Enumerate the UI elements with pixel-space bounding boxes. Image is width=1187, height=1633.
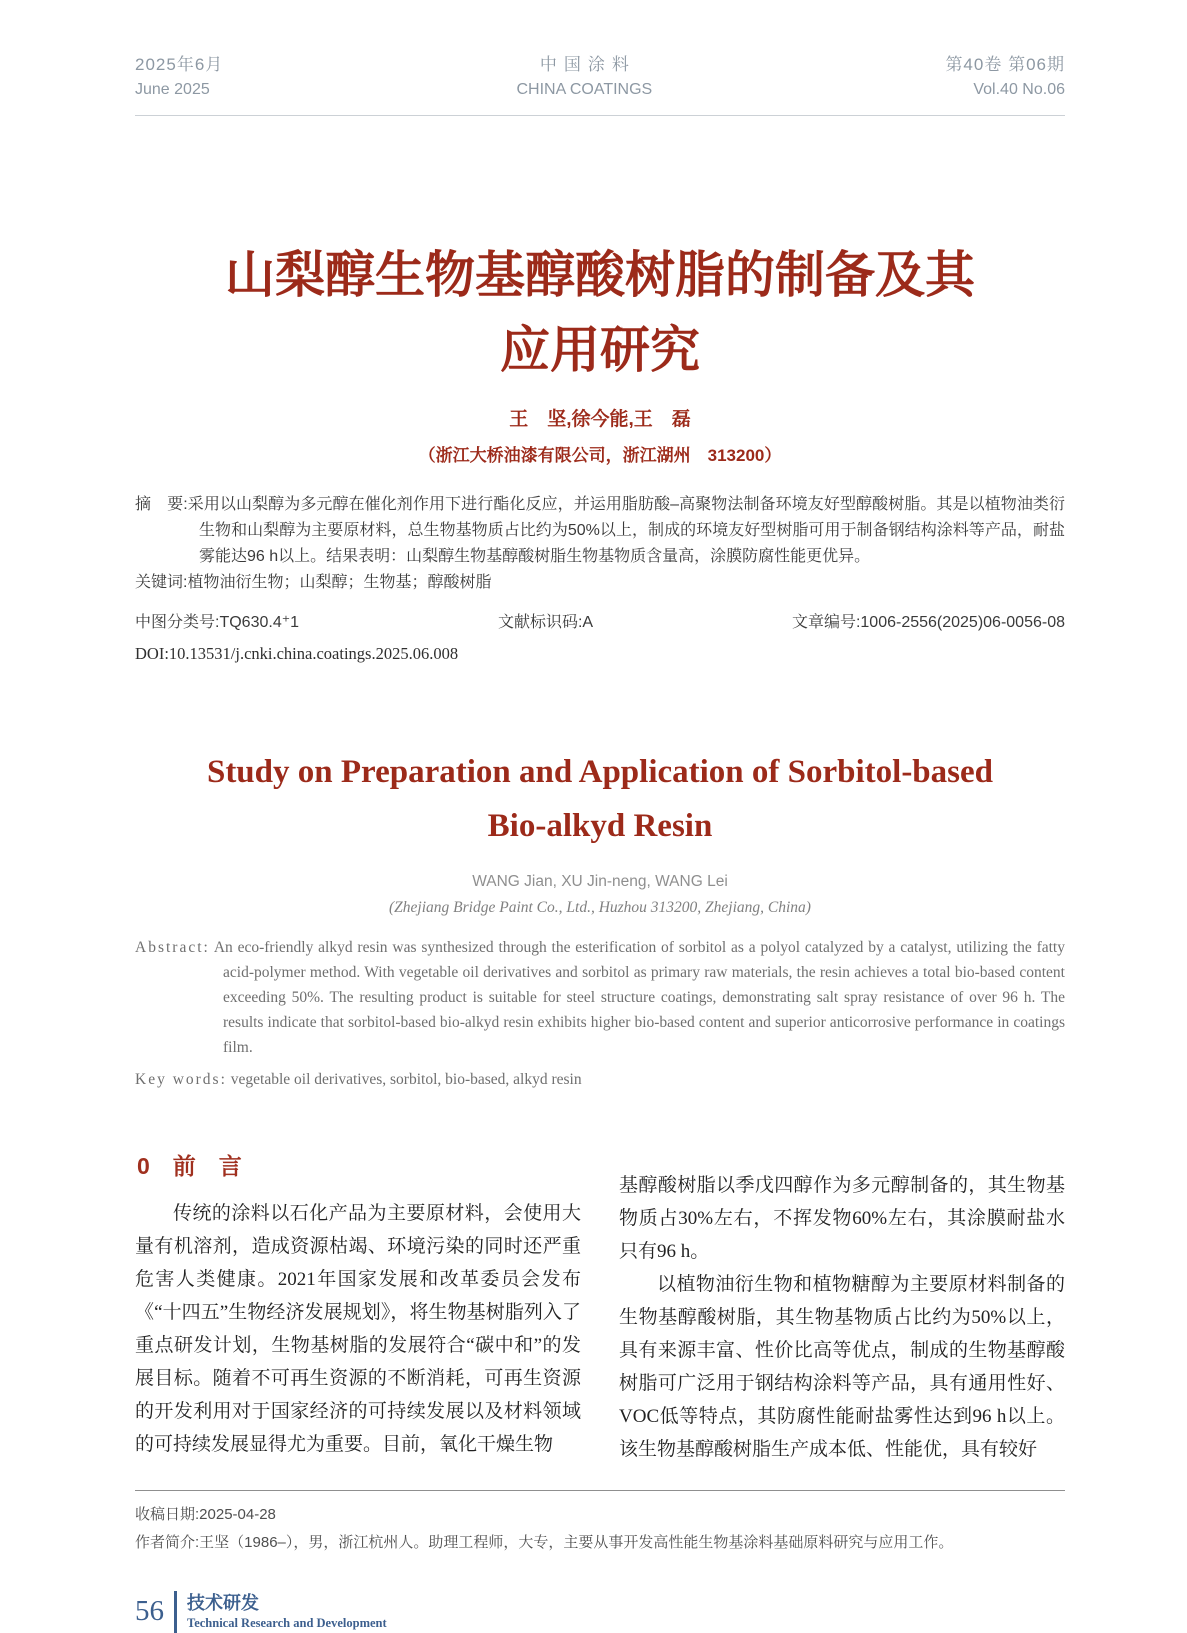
- article-title-cn-line1: 山梨醇生物基醇酸树脂的制备及其: [225, 247, 975, 304]
- abstract-en-label: Abstract:: [135, 939, 210, 957]
- page-header: [135, 52, 1065, 116]
- page-number: 56: [135, 1595, 164, 1628]
- header-date-cn: 2025年6月: [135, 55, 224, 74]
- authors-en: WANG Jian, XU Jin-neng, WANG Lei: [472, 873, 728, 891]
- body-columns: [135, 1148, 1065, 1466]
- affiliation-cn: （浙江大桥油漆有限公司，浙江湖州 313200）: [418, 446, 782, 466]
- footnote: [135, 1490, 1065, 1557]
- header-issue-block: [945, 52, 1065, 103]
- page-footer: [135, 1591, 1065, 1633]
- header-issue-en: Vol.40 No.06: [973, 81, 1065, 99]
- header-journal-block: [517, 52, 653, 103]
- clc-label: 中图分类号:: [135, 614, 220, 632]
- keywords-cn-label: 关键词:: [135, 574, 188, 592]
- header-journal-cn: 中国涂料: [539, 55, 636, 74]
- footer-section-block: [187, 1592, 387, 1632]
- header-journal-en: CHINA COATINGS: [516, 81, 653, 99]
- classification-row: [135, 609, 1065, 632]
- document-code-value: A: [582, 614, 594, 632]
- abstract-cn-label: 摘 要:: [135, 496, 188, 514]
- intro-paragraph-right-1: 基醇酸树脂以季戊四醇作为多元醇制备的，其生物基物质占30%左右，不挥发物60%左右，其涂膜耐盐水只有96 h。: [619, 1175, 1065, 1263]
- clc-number: [135, 609, 299, 632]
- header-date-en: June 2025: [135, 81, 210, 99]
- article-title-cn: [135, 238, 1065, 388]
- header-date-block: [135, 52, 223, 103]
- clc-value: TQ630.4⁺1: [219, 614, 300, 632]
- keywords-en: [135, 1067, 1065, 1092]
- footer-divider-bar: [174, 1591, 177, 1633]
- author-bio: 作者简介:王坚（1986–），男，浙江杭州人。助理工程师，大专，主要从事开发高性能生物基涂料基础原料研究与应用工作。: [135, 1533, 954, 1551]
- header-issue-cn: 第40卷 第06期: [945, 55, 1065, 74]
- article-id: [792, 609, 1065, 632]
- article-id-label: 文章编号:: [791, 614, 861, 632]
- keywords-cn-text: 植物油衍生物；山梨醇；生物基；醇酸树脂: [187, 574, 492, 592]
- received-date: 收稿日期:2025-04-28: [135, 1506, 276, 1524]
- abstract-en: [135, 935, 1065, 1060]
- abstract-cn-text: 采用以山梨醇为多元醇在催化剂作用下进行酯化反应，并运用脂肪酸–高聚物法制备环境友好型醇酸树脂。其是以植物油类衍生物和山梨醇为主要原材料，总生物基物质占比约为50%以上，制成的环境友好型树脂可用于制备钢结构涂料等产品，耐盐雾能达96 h以上。结果表明：山梨醇生物基醇酸树脂生物基物质含量高，涂膜防腐性能更优异。: [187, 496, 1065, 566]
- authors-cn: 王 坚,徐今能,王 磊: [509, 409, 691, 431]
- article-title-en-line2: Bio-alkyd Resin: [487, 807, 713, 844]
- abstract-en-text: An eco-friendly alkyd resin was synthesized through the esterification of sorbitol as a polyol catalyzed by a catalyst, utilizing the fatty acid-polymer method. With vegetable oil derivatives and sorbitol as primary raw materials, the resin achieves a total bio-based content exceeding 50%. The resulting product is suitable for steel structure coatings, demonstrating salt spray resistance of over 96 h. The results indicate that sorbitol-based bio-alkyd resin exhibits higher bio-based content and superior anticorrosive performance in coatings film.: [213, 939, 1065, 1057]
- article-title-cn-line2: 应用研究: [500, 322, 700, 379]
- keywords-en-label: Key words:: [135, 1071, 227, 1089]
- intro-paragraph-right-2: 以植物油衍生物和植物糖醇为主要原材料制备的生物基醇酸树脂，其生物基物质占比约为50%以上，具有来源丰富、性价比高等优点，制成的生物基醇酸树脂可广泛用于钢结构涂料等产品，具有通用性好、VOC低等特点，其防腐性能耐盐雾性达到96 h以上。该生物基醇酸树脂生产成本低、性能优，具有较好: [619, 1274, 1065, 1461]
- footer-section-cn: 技术研发: [187, 1592, 259, 1613]
- intro-paragraph-left: 传统的涂料以石化产品为主要原材料，会使用大量有机溶剂，造成资源枯竭、环境污染的同时还严重危害人类健康。2021年国家发展和改革委员会发布《“十四五”生物经济发展规划》，将生物基树脂列入了重点研发计划，生物基树脂的发展符合“碳中和”的发展目标。随着不可再生资源的不断消耗，可再生资源的开发利用对于国家经济的可持续发展以及材料领域的可持续发展显得尤为重要。目前，氧化干燥生物: [135, 1203, 581, 1456]
- keywords-cn: [135, 570, 1065, 596]
- document-code-label: 文献标识码:: [497, 614, 583, 632]
- keywords-en-text: vegetable oil derivatives, sorbitol, bio-based, alkyd resin: [230, 1071, 582, 1089]
- affiliation-en: (Zhejiang Bridge Paint Co., Ltd., Huzhou 313200, Zhejiang, China): [389, 899, 811, 917]
- doi: DOI:10.13531/j.cnki.china.coatings.2025.06.008: [135, 644, 459, 664]
- article-title-en: [135, 746, 1065, 853]
- body-column-right: [619, 1148, 1065, 1466]
- document-code: [498, 609, 593, 632]
- body-column-left: [135, 1148, 581, 1466]
- footer-section-en: Technical Research and Development: [187, 1616, 387, 1631]
- abstract-cn: [135, 492, 1065, 570]
- article-title-en-line1: Study on Preparation and Application of Sorbitol-based: [206, 754, 994, 791]
- section-heading-0: 0 前 言: [137, 1153, 242, 1180]
- article-id-value: 1006-2556(2025)06-0056-08: [860, 614, 1065, 632]
